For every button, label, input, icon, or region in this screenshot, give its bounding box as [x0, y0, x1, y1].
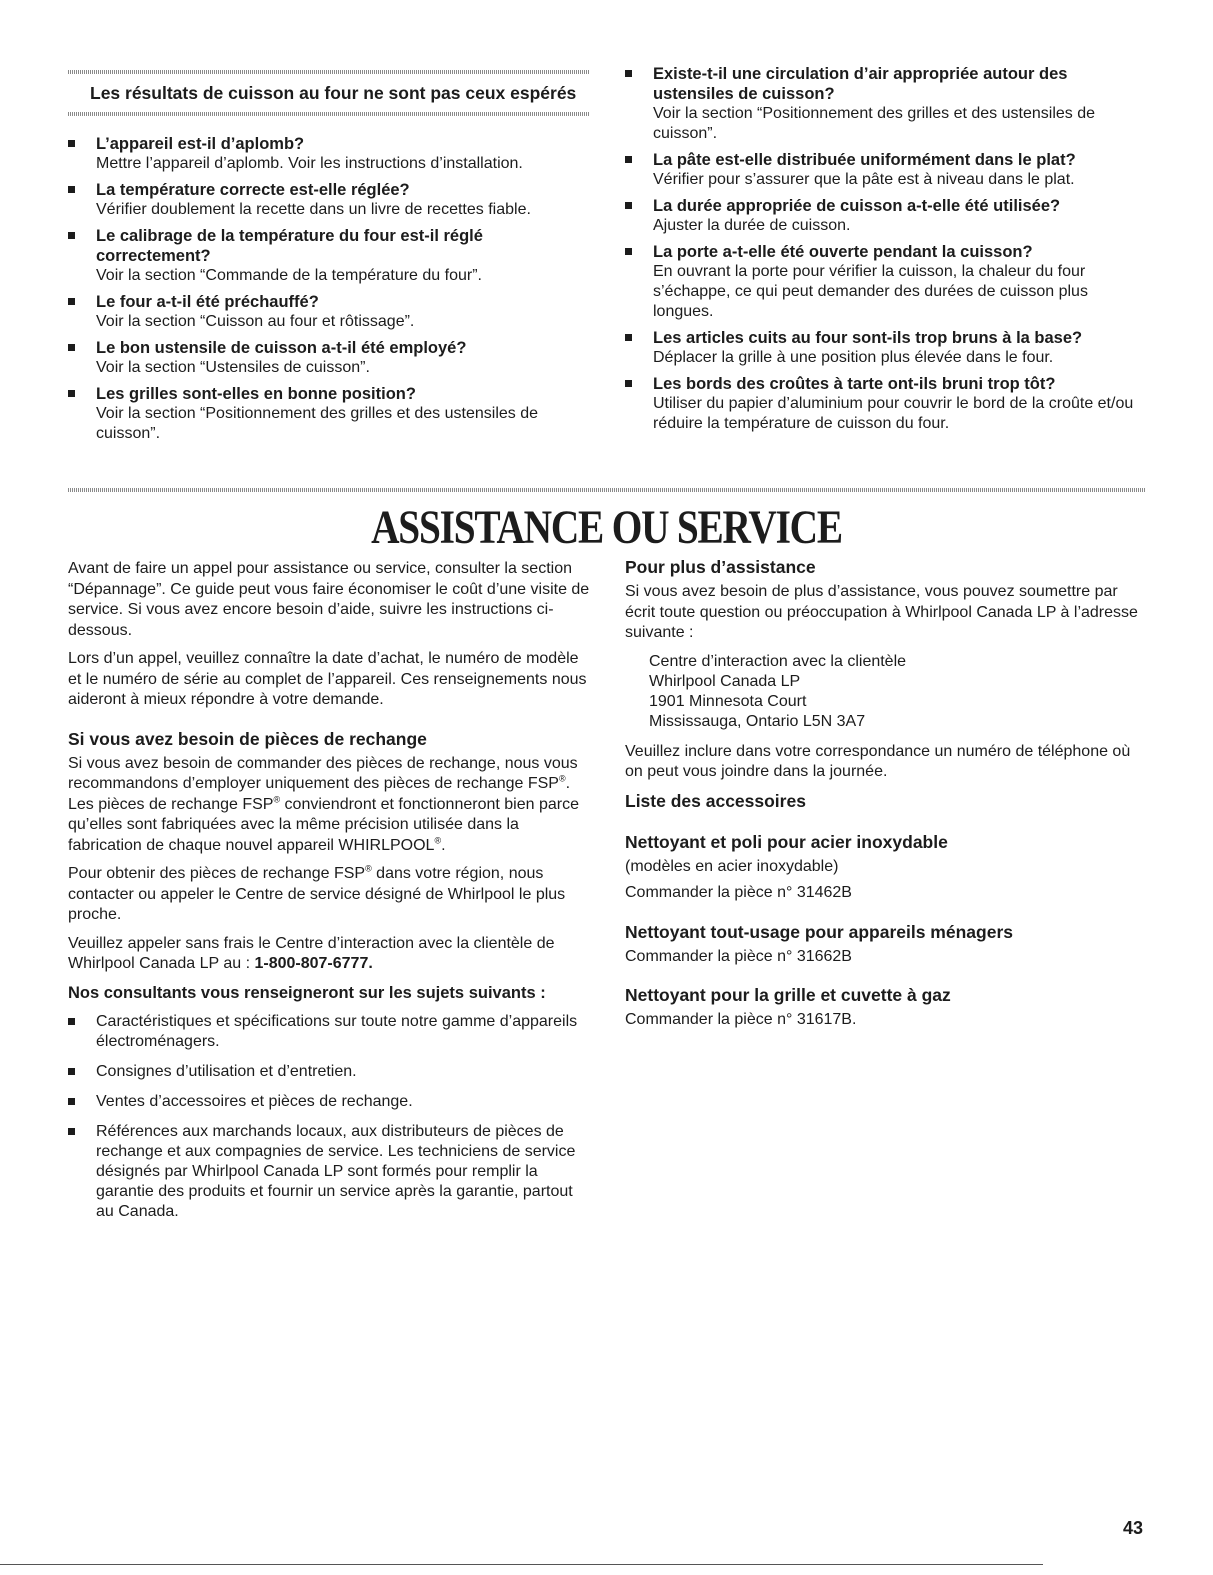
registered-mark: ®: [558, 773, 566, 784]
question-text: Le calibrage de la température du four est-il réglé correctement?: [96, 227, 483, 265]
registered-mark: ®: [365, 863, 372, 874]
list-item: [68, 1062, 593, 1082]
list-item: [625, 64, 1145, 144]
call-text: Veuillez appeler sans frais le Centre d’interaction avec la clientèle de Whirlpool Canada LP au :: [68, 934, 555, 972]
answer-text: Vérifier pour s’assurer que la pâte est à niveau dans le plat.: [653, 171, 1075, 188]
parts-text: dans votre région, nous contacter ou appeler le Centre de service désigné de Whirlpool le plus proche.: [68, 865, 566, 923]
parts-text: conviendront et fonctionneront bien parce qu’elles sont fabriquées avec la même précision utilisée dans la fabrication de chaque nouvel appareil WHIRLPOOL: [68, 795, 579, 854]
question-text: La durée appropriée de cuisson a-t-elle été utilisée?: [653, 197, 1061, 215]
question-text: Les articles cuits au four sont-ils trop bruns à la base?: [653, 329, 1083, 347]
assistance-right-column: [625, 557, 1145, 1039]
list-item: [625, 374, 1145, 434]
troubleshooting-right-column: [625, 64, 1145, 440]
question-text: Le four a-t-il été préchauffé?: [96, 293, 319, 311]
answer-text: Utiliser du papier d’aluminium pour couvrir le bord de la croûte et/ou réduire la température de cuisson du four.: [653, 395, 1134, 432]
parts-text: .: [441, 836, 446, 854]
question-text: La pâte est-elle distribuée uniformément dans le plat?: [653, 151, 1076, 169]
parts-heading: Si vous avez besoin de pièces de rechange: [68, 728, 427, 749]
bullet-icon: [68, 232, 75, 239]
more-help-paragraph: Si vous avez besoin de plus d’assistance, vous pouvez soumettre par écrit toute question ou préoccupation à Whirlpool Canada LP à l’adresse suivante :: [625, 583, 1138, 641]
address-line: Centre d’interaction avec la clientèle: [649, 652, 907, 670]
list-item: [68, 292, 593, 332]
list-item: [68, 384, 593, 444]
topics-list: [68, 1012, 593, 1222]
topic-text: Caractéristiques et spécifications sur toute notre gamme d’appareils électroménagers.: [96, 1012, 578, 1050]
bullet-icon: [68, 140, 75, 147]
parts-paragraph: [68, 754, 593, 857]
answer-text: Vérifier doublement la recette dans un livre de recettes fiable.: [96, 201, 531, 218]
list-item: [68, 1122, 593, 1222]
bullet-icon: [625, 202, 632, 209]
accessory-name: Nettoyant et poli pour acier inoxydable: [625, 831, 948, 852]
question-text: Les grilles sont-elles en bonne position?: [96, 385, 416, 403]
question-text: Les bords des croûtes à tarte ont-ils bruni trop tôt?: [653, 375, 1056, 393]
list-item: [68, 1092, 593, 1112]
parts-text: Si vous avez besoin de commander des pièces de rechange, nous vous recommandons d’employer uniquement des pièces de rechange FSP: [68, 754, 578, 792]
troubleshooting-left-list: [68, 134, 593, 444]
bullet-icon: [625, 156, 632, 163]
bullet-icon: [625, 248, 632, 255]
question-text: La porte a-t-elle été ouverte pendant la cuisson?: [653, 243, 1033, 261]
answer-text: Voir la section “Positionnement des grilles et des ustensiles de cuisson”.: [96, 405, 539, 442]
list-item: [68, 1012, 593, 1052]
page-title: ASSISTANCE OU SERVICE: [371, 501, 842, 554]
bullet-icon: [68, 1068, 75, 1075]
accessory-name: Nettoyant pour la grille et cuvette à gaz: [625, 985, 951, 1005]
answer-text: Ajuster la durée de cuisson.: [653, 217, 851, 234]
phone-number: 1-800-807-6777.: [254, 955, 373, 972]
topic-text: Références aux marchands locaux, aux distributeurs de pièces de rechange et aux compagnies de service. Les techniciens de service désignés par Whirlpool Canada LP sont formés pour remplir la garantie des produits et fournir un service après la garantie, partout au Canada.: [96, 1122, 576, 1220]
troubleshooting-left-column: [68, 83, 593, 450]
parts-paragraph: [68, 864, 593, 926]
list-item: [68, 180, 593, 220]
list-item: [68, 338, 593, 378]
topic-text: Consignes d’utilisation et d’entretien.: [96, 1062, 357, 1080]
question-text: La température correcte est-elle réglée?: [96, 181, 410, 199]
question-text: Existe-t-il une circulation d’air appropriée autour des ustensiles de cuisson?: [653, 65, 1068, 103]
parts-text: Pour obtenir des pièces de rechange FSP: [68, 865, 366, 882]
bullet-icon: [68, 1128, 75, 1135]
bullet-icon: [625, 334, 632, 341]
answer-text: Voir la section “Cuisson au four et rôtissage”.: [96, 313, 415, 330]
accessory-item: [625, 922, 1145, 968]
address-line: Whirlpool Canada LP: [649, 672, 801, 690]
assistance-left-column: [68, 559, 593, 1232]
bullet-icon: [625, 70, 632, 77]
question-text: L’appareil est-il d’aplomb?: [96, 135, 305, 153]
bullet-icon: [68, 390, 75, 397]
address-line: 1901 Minnesota Court: [649, 692, 807, 710]
registered-mark: ®: [434, 835, 442, 846]
accessory-order: Commander la pièce n° 31462B: [625, 884, 852, 901]
bottom-rule: [0, 1564, 1043, 1565]
include-phone-paragraph: Veuillez inclure dans votre correspondance un numéro de téléphone où on peut vous joindre dans la journée.: [625, 742, 1131, 780]
accessory-item: [625, 832, 1145, 904]
accessory-order: Commander la pièce n° 31662B: [625, 947, 852, 965]
intro-paragraph: Avant de faire un appel pour assistance ou service, consulter la section “Dépannage”. Ce guide peut vous faire économiser le coût d’une visite de service. Si vous avez encore besoin d’aide, suivre les instructions ci-dessous.: [68, 560, 590, 639]
bullet-icon: [68, 186, 75, 193]
accessory-order: Commander la pièce n° 31617B.: [625, 1011, 857, 1028]
answer-text: Mettre l’appareil d’aplomb. Voir les instructions d’installation.: [96, 155, 523, 172]
intro-paragraph: Lors d’un appel, veuillez connaître la date d’achat, le numéro de modèle et le numéro de série au complet de l’appareil. Ces renseignements nous aideront à mieux répondre à votre demande.: [68, 650, 587, 708]
troubleshooting-right-list: [625, 64, 1145, 434]
section-rule-top: [68, 70, 590, 74]
accessory-name: Nettoyant tout-usage pour appareils ménagers: [625, 921, 1013, 942]
section-rule-under-title: [68, 112, 590, 116]
list-item: [68, 226, 593, 286]
mailing-address: [649, 652, 1145, 732]
answer-text: Voir la section “Commande de la température du four”.: [96, 267, 482, 284]
answer-text: Voir la section “Positionnement des grilles et des ustensiles de cuisson”.: [653, 105, 1096, 142]
address-line: Mississauga, Ontario L5N 3A7: [649, 712, 866, 730]
bullet-icon: [68, 1018, 75, 1025]
list-item: [68, 134, 593, 174]
section-divider: [68, 488, 1145, 492]
topic-text: Ventes d’accessoires et pièces de rechange.: [96, 1092, 413, 1110]
consultants-heading: Nos consultants vous renseigneront sur les sujets suivants :: [68, 983, 546, 1002]
accessory-note: (modèles en acier inoxydable): [625, 857, 839, 875]
bullet-icon: [625, 380, 632, 387]
answer-text: Voir la section “Ustensiles de cuisson”.: [96, 359, 370, 376]
answer-text: En ouvrant la porte pour vérifier la cuisson, la chaleur du four s’échappe, ce qui peut demander des durées de cuisson plus longues.: [653, 263, 1088, 320]
registered-mark: ®: [273, 794, 281, 805]
bullet-icon: [68, 298, 75, 305]
troubleshooting-title: Les résultats de cuisson au four ne sont pas ceux espérés: [90, 83, 577, 103]
list-item: [625, 242, 1145, 322]
bullet-icon: [68, 344, 75, 351]
question-text: Le bon ustensile de cuisson a-t-il été employé?: [96, 339, 467, 357]
accessories-heading: Liste des accessoires: [625, 790, 806, 811]
list-item: [625, 328, 1145, 368]
bullet-icon: [68, 1098, 75, 1105]
more-help-heading: Pour plus d’assistance: [625, 557, 816, 577]
page-number: 43: [1122, 1518, 1143, 1538]
list-item: [625, 150, 1145, 190]
accessory-item: [625, 985, 1145, 1031]
parts-text: . Les pièces de rechange FSP: [68, 775, 571, 813]
answer-text: Déplacer la grille à une position plus élevée dans le four.: [653, 349, 1054, 366]
list-item: [625, 196, 1145, 236]
call-paragraph: [68, 934, 593, 975]
